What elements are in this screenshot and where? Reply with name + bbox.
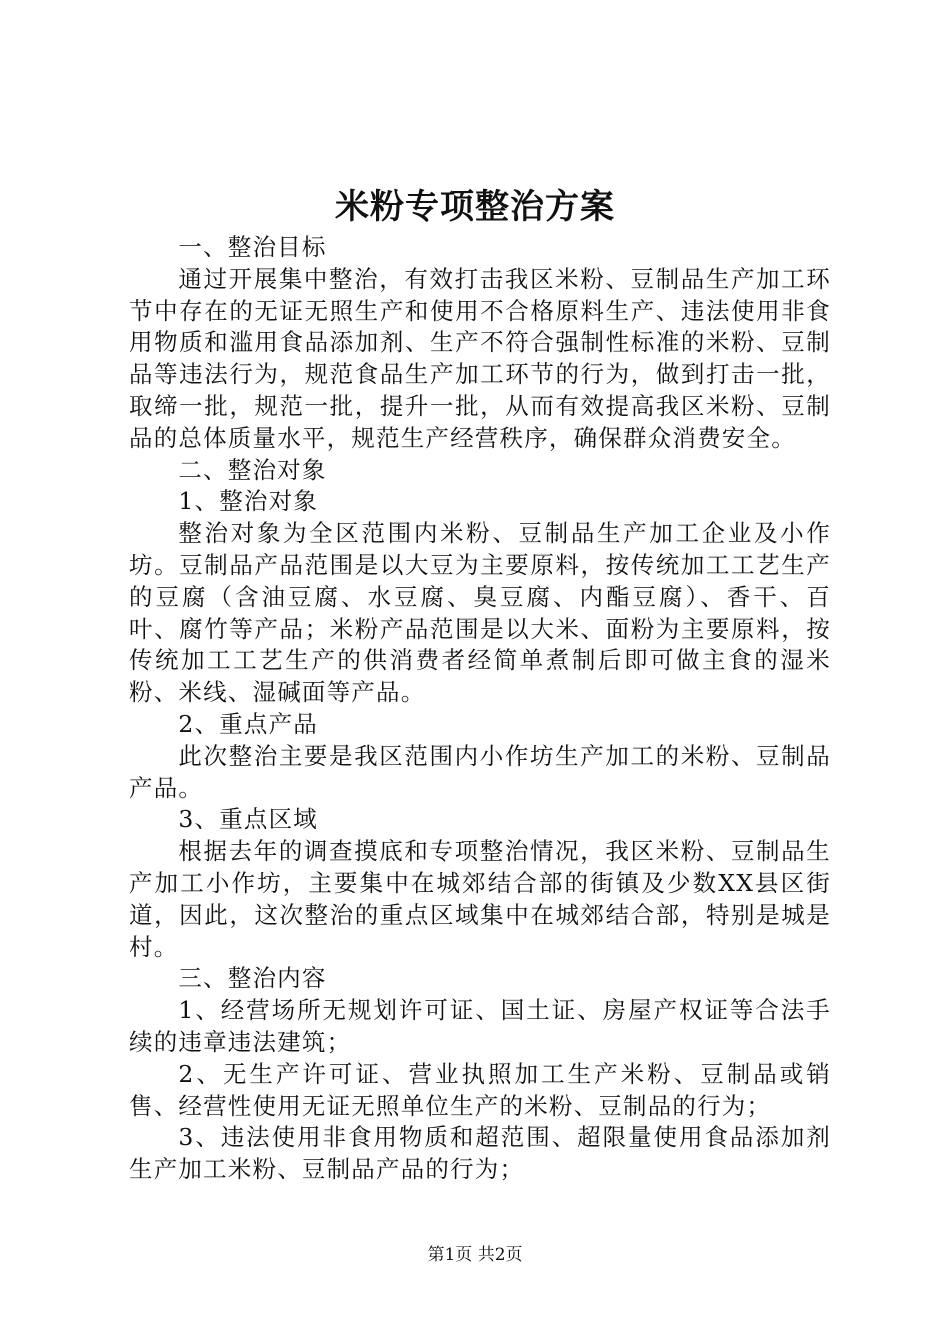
section-heading-goals: 一、整治目标 (178, 233, 327, 261)
section-heading-content: 三、整治内容 (178, 964, 327, 993)
paragraph-targets: 整治对象为全区范围内米粉、豆制品生产加工企业及小作坊。豆制品产品范围是以大豆为主要原料，按传统加工工艺生产的豆腐（含油豆腐、水豆腐、臭豆腐、内酯豆腐）、香干、百叶、腐竹等产品；米粉产品范围是以大米、面粉为主要原料，按传统加工工艺生产的供消费者经简单煮制后即可做主食的湿米粉、米线、湿碱面等产品。 (129, 519, 831, 707)
page-number-footer: 第1页 共2页 (427, 1245, 523, 1265)
content-item-2: 2、无生产许可证、营业执照加工生产米粉、豆制品或销售、经营性使用无证无照单位生产的米粉、豆制品的行为； (129, 1059, 831, 1120)
subheading-targets: 1、整治对象 (178, 487, 318, 516)
section-heading-targets: 二、整治对象 (178, 455, 327, 484)
subheading-key-areas: 3、重点区域 (178, 805, 318, 834)
document-body (129, 232, 831, 1186)
paragraph-goals: 通过开展集中整治，有效打击我区米粉、豆制品生产加工环节中存在的无证无照生产和使用不合格原料生产、违法使用非食用物质和滥用食品添加剂、生产不符合强制性标准的米粉、豆制品等违法行为，规范食品生产加工环节的行为，做到打击一批，取缔一批，规范一批，提升一批，从而有效提高我区米粉、豆制品的总体质量水平，规范生产经营秩序，确保群众消费安全。 (129, 264, 831, 452)
paragraph-key-areas: 根据去年的调查摸底和专项整治情况，我区米粉、豆制品生产加工小作坊，主要集中在城郊结合部的街镇及少数XX县区街道，因此，这次整治的重点区域集中在城郊结合部，特别是城是村。 (129, 837, 831, 961)
content-item-1: 1、经营场所无规划许可证、国土证、房屋产权证等合法手续的违章违法建筑； (129, 996, 831, 1056)
subheading-key-products: 2、重点产品 (178, 709, 318, 738)
content-item-3: 3、违法使用非食用物质和超范围、超限量使用食品添加剂生产加工米粉、豆制品产品的行为； (129, 1123, 831, 1184)
document-title: 米粉专项整治方案 (335, 187, 615, 227)
paragraph-key-products: 此次整治主要是我区范围内小作坊生产加工的米粉、豆制品产品。 (129, 741, 831, 802)
